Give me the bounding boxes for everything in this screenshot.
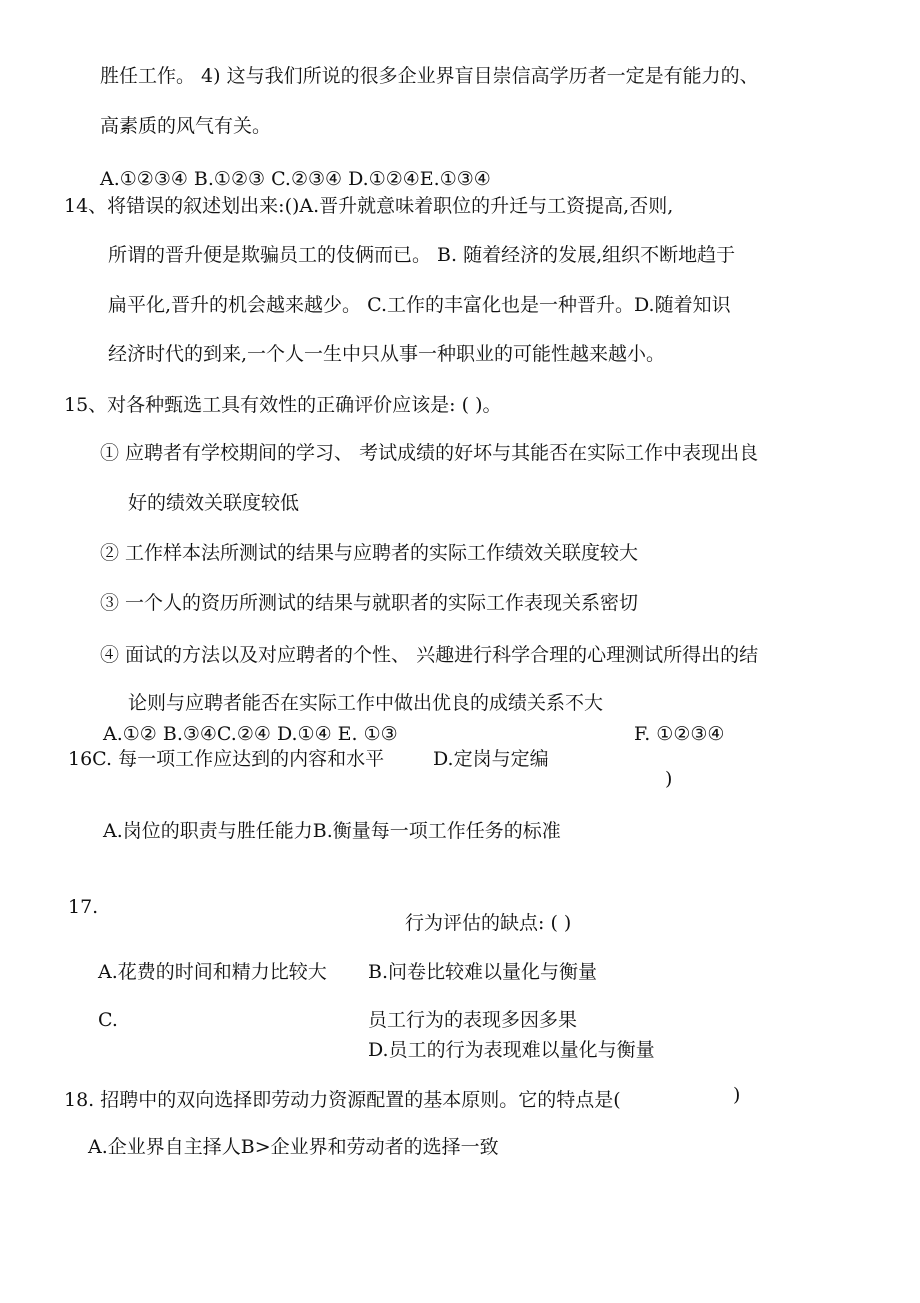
q13-text-line-2: 高素质的风气有关。 (100, 115, 272, 137)
q18-stem: 18. 招聘中的双向选择即劳动力资源配置的基本原则。它的特点是( (64, 1089, 621, 1111)
q17-stem: 行为评估的缺点: ( ) (405, 912, 572, 934)
q17-option-c-label: C. (98, 1009, 118, 1031)
q18-options: A.企业界自主择人B>企业界和劳动者的选择一致 (88, 1136, 499, 1158)
q13-text-line-1: 胜任工作。 4) 这与我们所说的很多企业界盲目崇信高学历者一定是有能力的、 (100, 65, 759, 87)
q15-item-1-cont: 好的绩效关联度较低 (128, 492, 300, 514)
q15-item-4-cont: 论则与应聘者能否在实际工作中做出优良的成绩关系不大 (128, 692, 604, 714)
q15-item-1: ① 应聘者有学校期间的学习、 考试成绩的好坏与其能否在实际工作中表现出良 (100, 442, 759, 464)
q15-item-2: ② 工作样本法所测试的结果与应聘者的实际工作绩效关联度较大 (100, 542, 639, 564)
q16-options-a-b: A.岗位的职责与胜任能力B.衡量每一项工作任务的标准 (103, 820, 561, 842)
q15-options: A.①② B.③④C.②④ D.①④ E. ①③ (103, 723, 398, 745)
q17-option-b: B.问卷比较难以量化与衡量 (368, 961, 598, 983)
q15-item-4: ④ 面试的方法以及对应聘者的个性、 兴趣进行科学合理的心理测试所得出的结 (100, 644, 759, 666)
q15-option-f: F. ①②③④ (634, 723, 725, 745)
q14-stem: 14、将错误的叙述划出来:()A.晋升就意味着职位的升迁与工资提高,否则, (64, 195, 674, 217)
q16-option-d: D.定岗与定编 (433, 748, 549, 770)
q15-item-3: ③ 一个人的资历所测试的结果与就职者的实际工作表现关系密切 (100, 592, 639, 614)
q15-stem: 15、对各种甄选工具有效性的正确评价应该是: ( )。 (64, 394, 502, 416)
q14-text-line-4: 经济时代的到来,一个人一生中只从事一种职业的可能性越来越小。 (108, 343, 666, 365)
q14-text-line-2: 所谓的晋升便是欺骗员工的伎俩而已。 B. 随着经济的发展,组织不断地趋于 (108, 244, 736, 266)
q16-closing-paren: ) (665, 768, 673, 790)
q17-option-d: D.员工的行为表现难以量化与衡量 (368, 1039, 655, 1061)
q13-options: A.①②③④ B.①②③ C.②③④ D.①②④E.①③④ (100, 168, 491, 190)
q14-text-line-3: 扁平化,晋升的机会越来越少。 C.工作的丰富化也是一种晋升。D.随着知识 (108, 294, 731, 316)
q17-number: 17. (68, 896, 99, 918)
q17-option-a: A.花费的时间和精力比较大 (98, 961, 327, 983)
q16-option-c: 16C. 每一项工作应达到的内容和水平 (68, 748, 385, 770)
q18-closing-paren: ) (733, 1084, 741, 1106)
q17-option-c-text: 员工行为的表现多因多果 (368, 1009, 578, 1031)
